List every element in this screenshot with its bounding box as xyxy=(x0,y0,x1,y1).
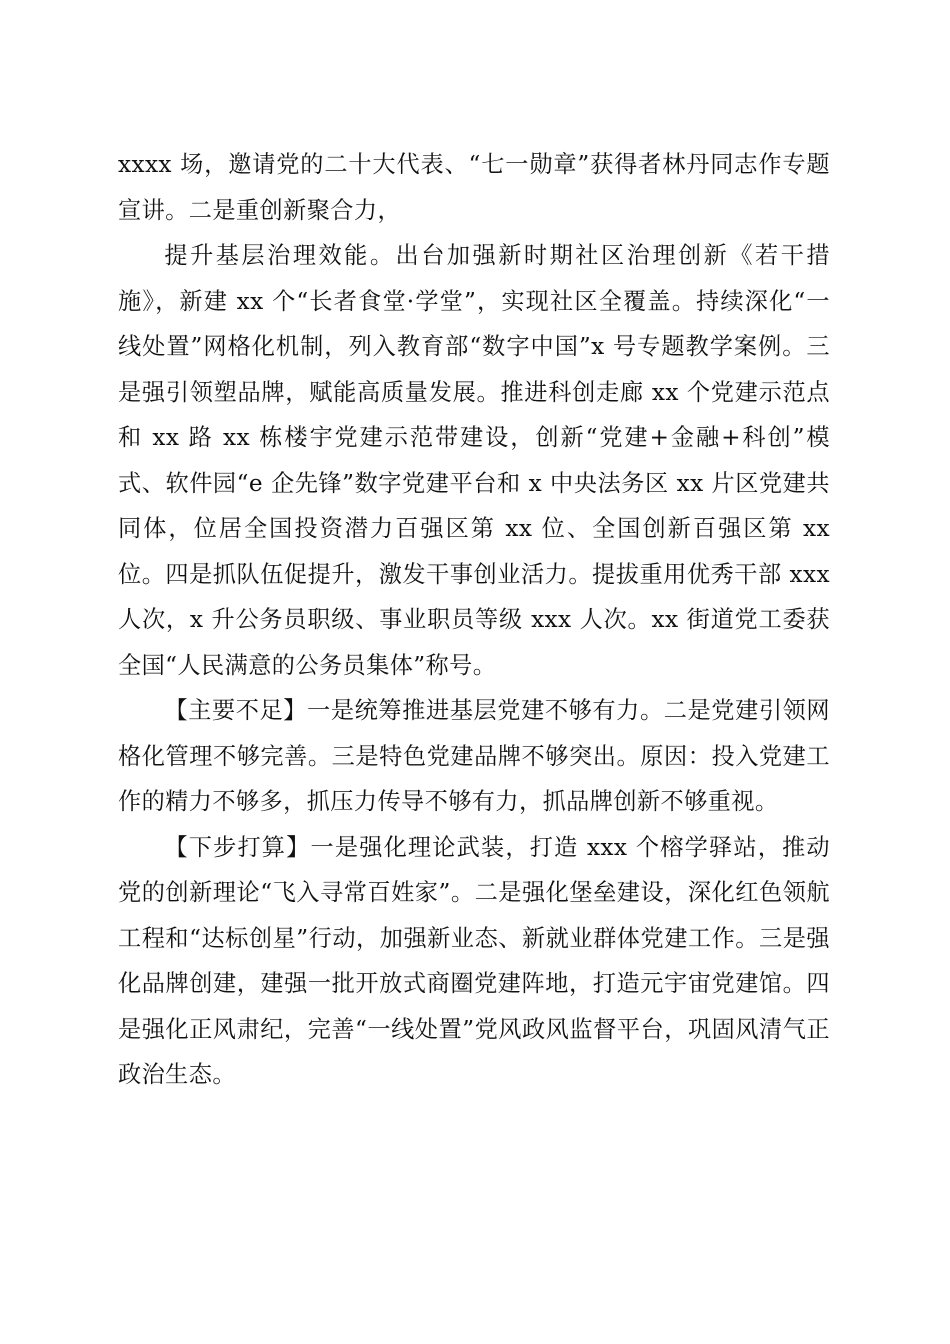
document-body xyxy=(118,142,830,1098)
paragraph-continuation: xxxx 场，邀请党的二十大代表、“七一勋章”获得者林丹同志作专题宣讲。二是重创新聚合力， xyxy=(118,151,830,224)
paragraph-next-steps: 【下步打算】一是强化理论武装，打造 xxx 个榕学驿站，推动党的创新理论“飞入寻常百姓家”。二是强化堡垒建设，深化红色领航工程和“达标创星”行动，加强新业态、新就业群体党建工作。三是强化品牌创建，建强一批开放式商圈党建阵地，打造元宇宙党建馆。四是强化正风肃纪，完善“一线处置”党风政风监督平台，巩固风清气正政治生态。 xyxy=(118,833,830,1088)
paragraph-governance: 提升基层治理效能。出台加强新时期社区治理创新《若干措施》，新建 xx 个“长者食堂·学堂”，实现社区全覆盖。持续深化“一线处置”网格化机制，列入教育部“数字中国”x 号专题教学案例。三是强引领塑品牌，赋能高质量发展。推进科创走廊 xx 个党建示范点和 xx 路 xx 栋楼宇党建示范带建设，创新“党建+金融+科创”模式、软件园“e 企先锋”数字党建平台和 x 中央法务区 xx 片区党建共同体，位居全国投资潜力百强区第 xx 位、全国创新百强区第 xx 位。四是抓队伍促提升，激发干事创业活力。提拔重用优秀干部 xxx 人次，x 升公务员职级、事业职员等级 xxx 人次。xx 街道党工委获全国“人民满意的公务员集体”称号。 xyxy=(118,242,830,679)
paragraph-shortcomings: 【主要不足】一是统筹推进基层党建不够有力。二是党建引领网格化管理不够完善。三是特色党建品牌不够突出。原因：投入党建工作的精力不够多，抓压力传导不够有力，抓品牌创新不够重视。 xyxy=(118,697,830,815)
